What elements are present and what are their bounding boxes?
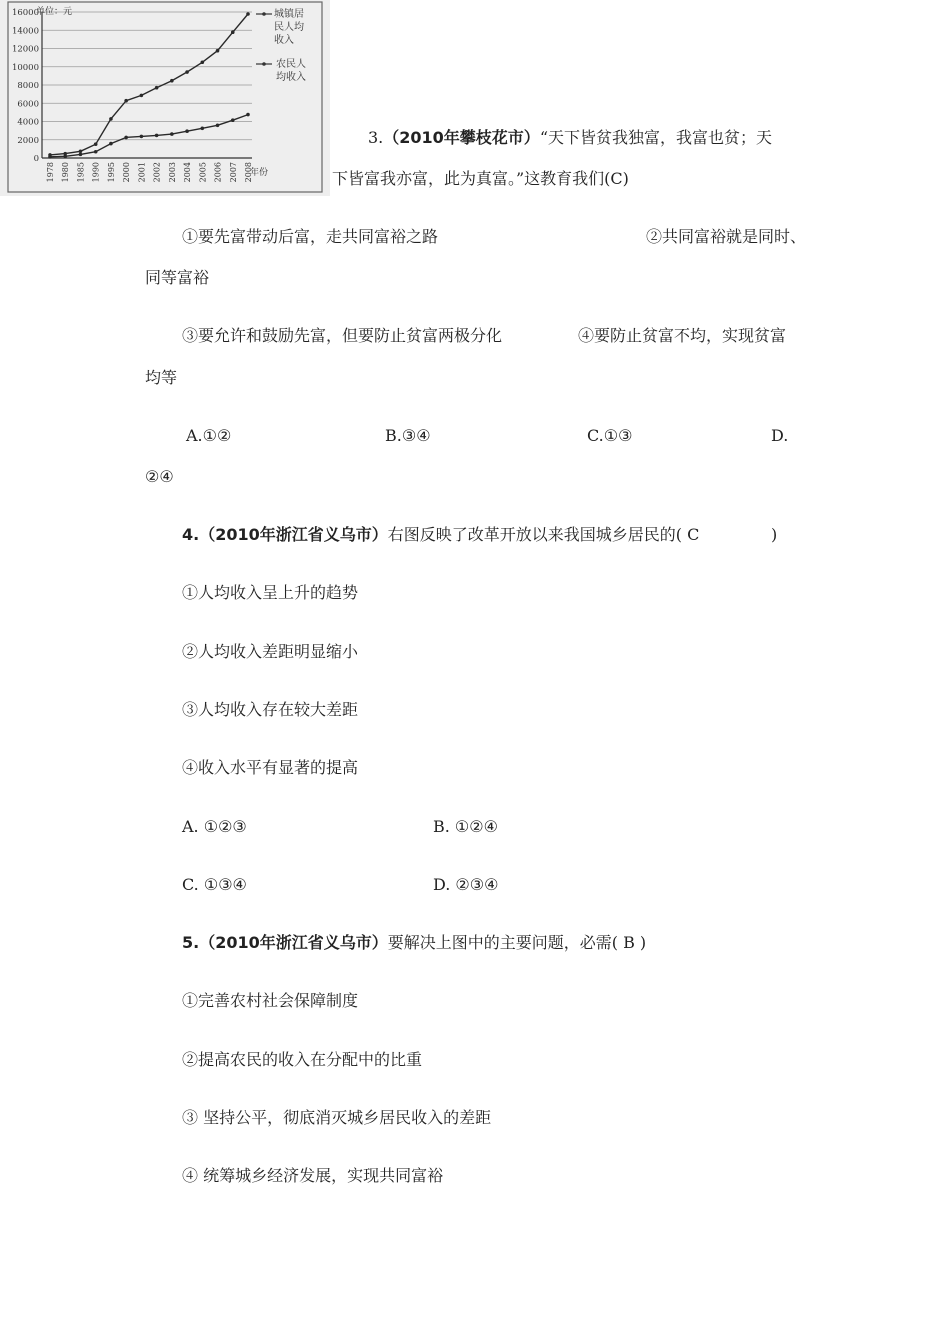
q3-choice-b: B.③④ [385,426,431,445]
q3-option-2: ②共同富裕就是同时、 [646,227,807,246]
x-tick-label: 1980 [61,162,71,183]
q5-item-4: ④ 统筹城乡经济发展，实现共同富裕 [182,1166,444,1185]
x-tick-label: 2005 [198,162,208,183]
x-tick-label: 2003 [167,162,177,183]
q4-stem-text: 右图反映了改革开放以来我国城乡居民的( C [387,525,700,544]
legend-urban-line-1: 城镇居 [274,9,304,20]
urban-data-point [94,142,98,146]
rural-data-point [216,123,220,127]
q4-item-4: ④收入水平有显著的提高 [182,758,359,777]
q4-item-1: ①人均收入呈上升的趋势 [182,583,359,602]
q3-number: 3. [368,128,384,147]
x-tick-label: 1985 [76,162,86,183]
q3-option-4: ④要防止贫富不均，实现贫富 [578,326,787,345]
urban-data-point [170,79,174,83]
y-tick-label: 14000 [11,26,39,37]
rural-data-point [201,126,205,130]
q5-source: 5.（2010年浙江省义乌市） [182,933,388,952]
urban-data-point [201,60,205,64]
urban-data-point [246,12,250,16]
legend-rural-line-2: 均收入 [276,72,306,83]
q4-choice-b: B. ①②④ [433,817,498,836]
q3-line-1 [368,128,772,148]
q5-stem [182,933,646,953]
rural-data-point [140,135,144,139]
q4-choice-c: C. ①③④ [182,875,247,894]
q4-stem-close: ) [771,525,778,544]
urban-data-point [79,149,83,153]
urban-data-point [140,94,144,98]
rural-data-point [185,129,189,133]
legend-urban-line-2: 民人均 [274,22,304,33]
x-tick-label: 2001 [137,162,147,183]
x-tick-label: 2007 [228,162,238,183]
q5-stem-text: 要解决上图中的主要问题，必需( B ) [387,933,647,952]
x-tick-label: 2000 [122,162,132,183]
y-tick-label: 16000 [11,8,39,18]
x-tick-label: 2004 [183,162,193,183]
legend-marker-rural [262,62,266,66]
rural-data-point [155,134,159,138]
y-tick-label: 2000 [17,135,39,146]
q3-stem-line-2: 下皆富我亦富，此为真富。”这教育我们(C) [332,169,629,188]
x-tick-label: 2002 [152,162,162,183]
rural-data-point [63,154,67,158]
x-tick-label: 1978 [46,162,55,183]
urban-data-point [185,70,189,74]
q5-item-3: ③ 坚持公平，彻底消灭城乡居民收入的差距 [182,1108,492,1127]
x-tick-label: 1990 [91,162,101,183]
y-tick-label: 6000 [17,99,39,110]
q3-choice-c: C.①③ [587,426,633,445]
rural-data-point [231,118,235,122]
rural-data-point [124,136,128,140]
q4-choice-d: D. ②③④ [433,875,499,894]
unit-label: 单位：元 [36,7,73,17]
q5-item-2: ②提高农民的收入在分配中的比重 [182,1050,423,1069]
q3-stem-part-1: “天下皆贫我独富，我富也贫；天 [539,128,772,147]
q4-choice-a: A. ①②③ [182,817,247,836]
urban-data-point [231,30,235,34]
y-tick-label: 10000 [11,62,39,73]
rural-data-point [109,142,113,146]
q3-choice-d: D. [771,426,789,445]
q5-item-1: ①完善农村社会保障制度 [182,991,359,1010]
urban-data-point [216,49,220,53]
rural-data-point [170,132,174,136]
q4-item-3: ③人均收入存在较大差距 [182,700,359,719]
income-line-chart [0,0,330,196]
legend-marker-urban [262,12,266,16]
y-tick-label: 4000 [17,117,39,128]
q4-stem [182,525,699,545]
q4-item-2: ②人均收入差距明显缩小 [182,642,359,661]
x-tick-label: 1995 [106,162,116,183]
rural-data-point [48,155,52,159]
x-tick-label: 2008 [244,162,253,183]
q3-source: （2010年攀枝花市） [383,128,540,147]
q4-source: 4.（2010年浙江省义乌市） [182,525,388,544]
legend-urban-line-3: 收入 [274,35,294,46]
urban-data-point [109,117,113,121]
x-tick-label: 2006 [213,162,223,183]
q3-option-4-cont: 均等 [145,368,178,387]
legend-rural-line-1: 农民人 [276,59,306,70]
q3-choice-a: A.①② [186,426,232,445]
urban-data-point [155,86,159,90]
rural-data-point [79,153,83,157]
rural-data-point [246,113,250,117]
q3-option-3: ③要允许和鼓励先富，但要防止贫富两极分化 [182,326,503,345]
y-tick-label: 0 [33,154,39,164]
y-tick-label: 8000 [17,81,39,91]
q3-option-1: ①要先富带动后富，走共同富裕之路 [182,227,439,246]
urban-data-point [124,99,128,103]
y-tick-label: 12000 [11,44,39,55]
q3-option-2-cont: 同等富裕 [145,268,210,287]
x-axis-label: 年份 [250,168,269,178]
rural-data-point [94,150,98,154]
q3-choice-d-cont: ②④ [145,467,174,486]
